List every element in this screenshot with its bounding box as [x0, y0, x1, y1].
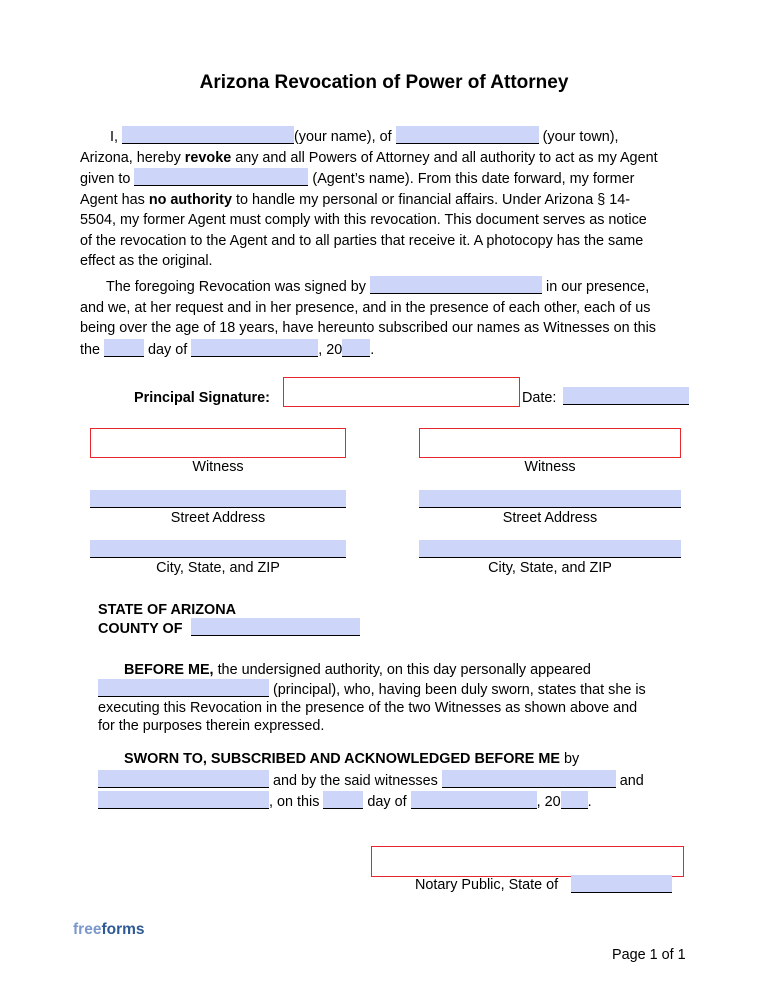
page-number: Page 1 of 1: [612, 947, 686, 963]
year-prefix: , 20: [318, 341, 343, 358]
principal-signature-box[interactable]: [283, 377, 520, 407]
witness-paragraph: [80, 276, 695, 360]
witness-line2: and we, at her request and in her presence, and in the presence of each other, each of us: [80, 299, 651, 316]
intro-line7: effect as the original.: [80, 253, 213, 269]
your-town-hint: (your town),: [542, 129, 619, 145]
signed-by-field[interactable]: [370, 276, 542, 294]
logo-free: free: [73, 921, 102, 938]
before-me-emphasis: BEFORE ME,: [124, 662, 214, 678]
intro-line6: of the revocation to the Agent and to all parties that receive it. A photocopy has the same: [80, 232, 644, 249]
witness-1-street-label: Street Address: [170, 510, 266, 526]
witness-day-field[interactable]: [104, 339, 144, 357]
in-presence-label: in our presence,: [546, 279, 650, 295]
period: .: [370, 341, 375, 358]
witness-2-city-field[interactable]: [419, 540, 681, 558]
witness-1-street-field[interactable]: [90, 490, 346, 508]
intro-line4-end: to handle my personal or financial affairs. Under Arizona § 14-: [235, 191, 631, 208]
notary-day-field[interactable]: [323, 791, 363, 809]
sworn-principal-field[interactable]: [98, 770, 269, 788]
and-witnesses-label: and by the said witnesses: [273, 772, 438, 789]
given-to-label: given to: [80, 171, 131, 187]
witness-2-signature-box[interactable]: [419, 428, 681, 458]
principal-date-field[interactable]: [563, 387, 689, 405]
sworn-witness-1-field[interactable]: [442, 770, 616, 788]
before-me-rest: the undersigned authority, on this day personally appeared: [217, 662, 591, 678]
intro-line2-start: Arizona, hereby: [80, 149, 181, 166]
witness-month-field[interactable]: [191, 339, 318, 357]
your-name-hint: (your name), of: [294, 129, 392, 145]
document-title: Arizona Revocation of Power of Attorney: [199, 72, 569, 93]
witness-2-street-label: Street Address: [502, 510, 598, 526]
notary-public-label: Notary Public, State of: [415, 877, 559, 893]
your-name-field[interactable]: [122, 126, 294, 144]
agent-name-field[interactable]: [134, 168, 308, 186]
date-label: Date:: [522, 390, 557, 406]
witness-2-label: Witness: [524, 459, 576, 475]
appeared-principal-field[interactable]: [98, 679, 269, 697]
freeforms-logo: [73, 921, 145, 939]
witness-year-field[interactable]: [342, 339, 370, 357]
witness-1-signature-box[interactable]: [90, 428, 346, 458]
the-label: the: [80, 341, 101, 358]
notary-state-field[interactable]: [571, 875, 672, 893]
sworn-emphasis: SWORN TO, SUBSCRIBED AND ACKNOWLEDGED BEFORE ME: [124, 751, 560, 767]
intro-paragraph: [80, 126, 695, 272]
before-me-line4: for the purposes therein expressed.: [98, 718, 325, 734]
intro-line5: 5504, my former Agent must comply with this revocation. This document serves as notice: [80, 212, 647, 228]
before-me-paragraph: [98, 661, 698, 735]
no-authority-emphasis: no authority: [148, 191, 232, 208]
principal-signature-label: Principal Signature:: [134, 390, 270, 406]
witness-1-label: Witness: [192, 459, 244, 475]
sworn-witness-2-field[interactable]: [98, 791, 269, 809]
by-label: by: [564, 751, 580, 767]
day-of-label: day of: [148, 341, 188, 358]
your-town-field[interactable]: [396, 126, 539, 144]
intro-line4-start: Agent has: [80, 191, 145, 208]
notary-month-field[interactable]: [411, 791, 537, 809]
witness-1-city-field[interactable]: [90, 540, 346, 558]
state-of-arizona: STATE OF ARIZONA: [98, 602, 237, 618]
notary-day-of-label: day of: [367, 794, 407, 810]
county-of-label: COUNTY OF: [98, 621, 183, 637]
county-field[interactable]: [191, 618, 360, 636]
signed-by-label: The foregoing Revocation was signed by: [106, 279, 366, 295]
witness-2-street-field[interactable]: [419, 490, 681, 508]
sworn-paragraph: [98, 749, 698, 813]
principal-hint: (principal), who, having been duly sworn, states that she is: [273, 682, 646, 698]
witness-2-city-label: City, State, and ZIP: [488, 560, 612, 576]
on-this-label: , on this: [269, 794, 320, 810]
logo-forms: forms: [101, 921, 145, 938]
intro-line2-end: any and all Powers of Attorney and all authority to act as my Agent: [235, 149, 658, 166]
witness-1-city-label: City, State, and ZIP: [156, 560, 280, 576]
revoke-emphasis: revoke: [184, 149, 232, 166]
and-label: and: [619, 772, 644, 789]
agent-name-hint: (Agent’s name). From this date forward, my former: [312, 171, 635, 187]
notary-signature-box[interactable]: [371, 846, 684, 877]
before-me-line3: executing this Revocation in the presence of the two Witnesses as shown above and: [98, 700, 638, 716]
intro-prefix: I,: [110, 129, 118, 145]
witness-line3: being over the age of 18 years, have hereunto subscribed our names as Witnesses on this: [80, 320, 656, 336]
notary-year-prefix: , 20: [536, 794, 561, 810]
notary-year-field[interactable]: [561, 791, 588, 809]
notary-period: .: [587, 794, 592, 810]
